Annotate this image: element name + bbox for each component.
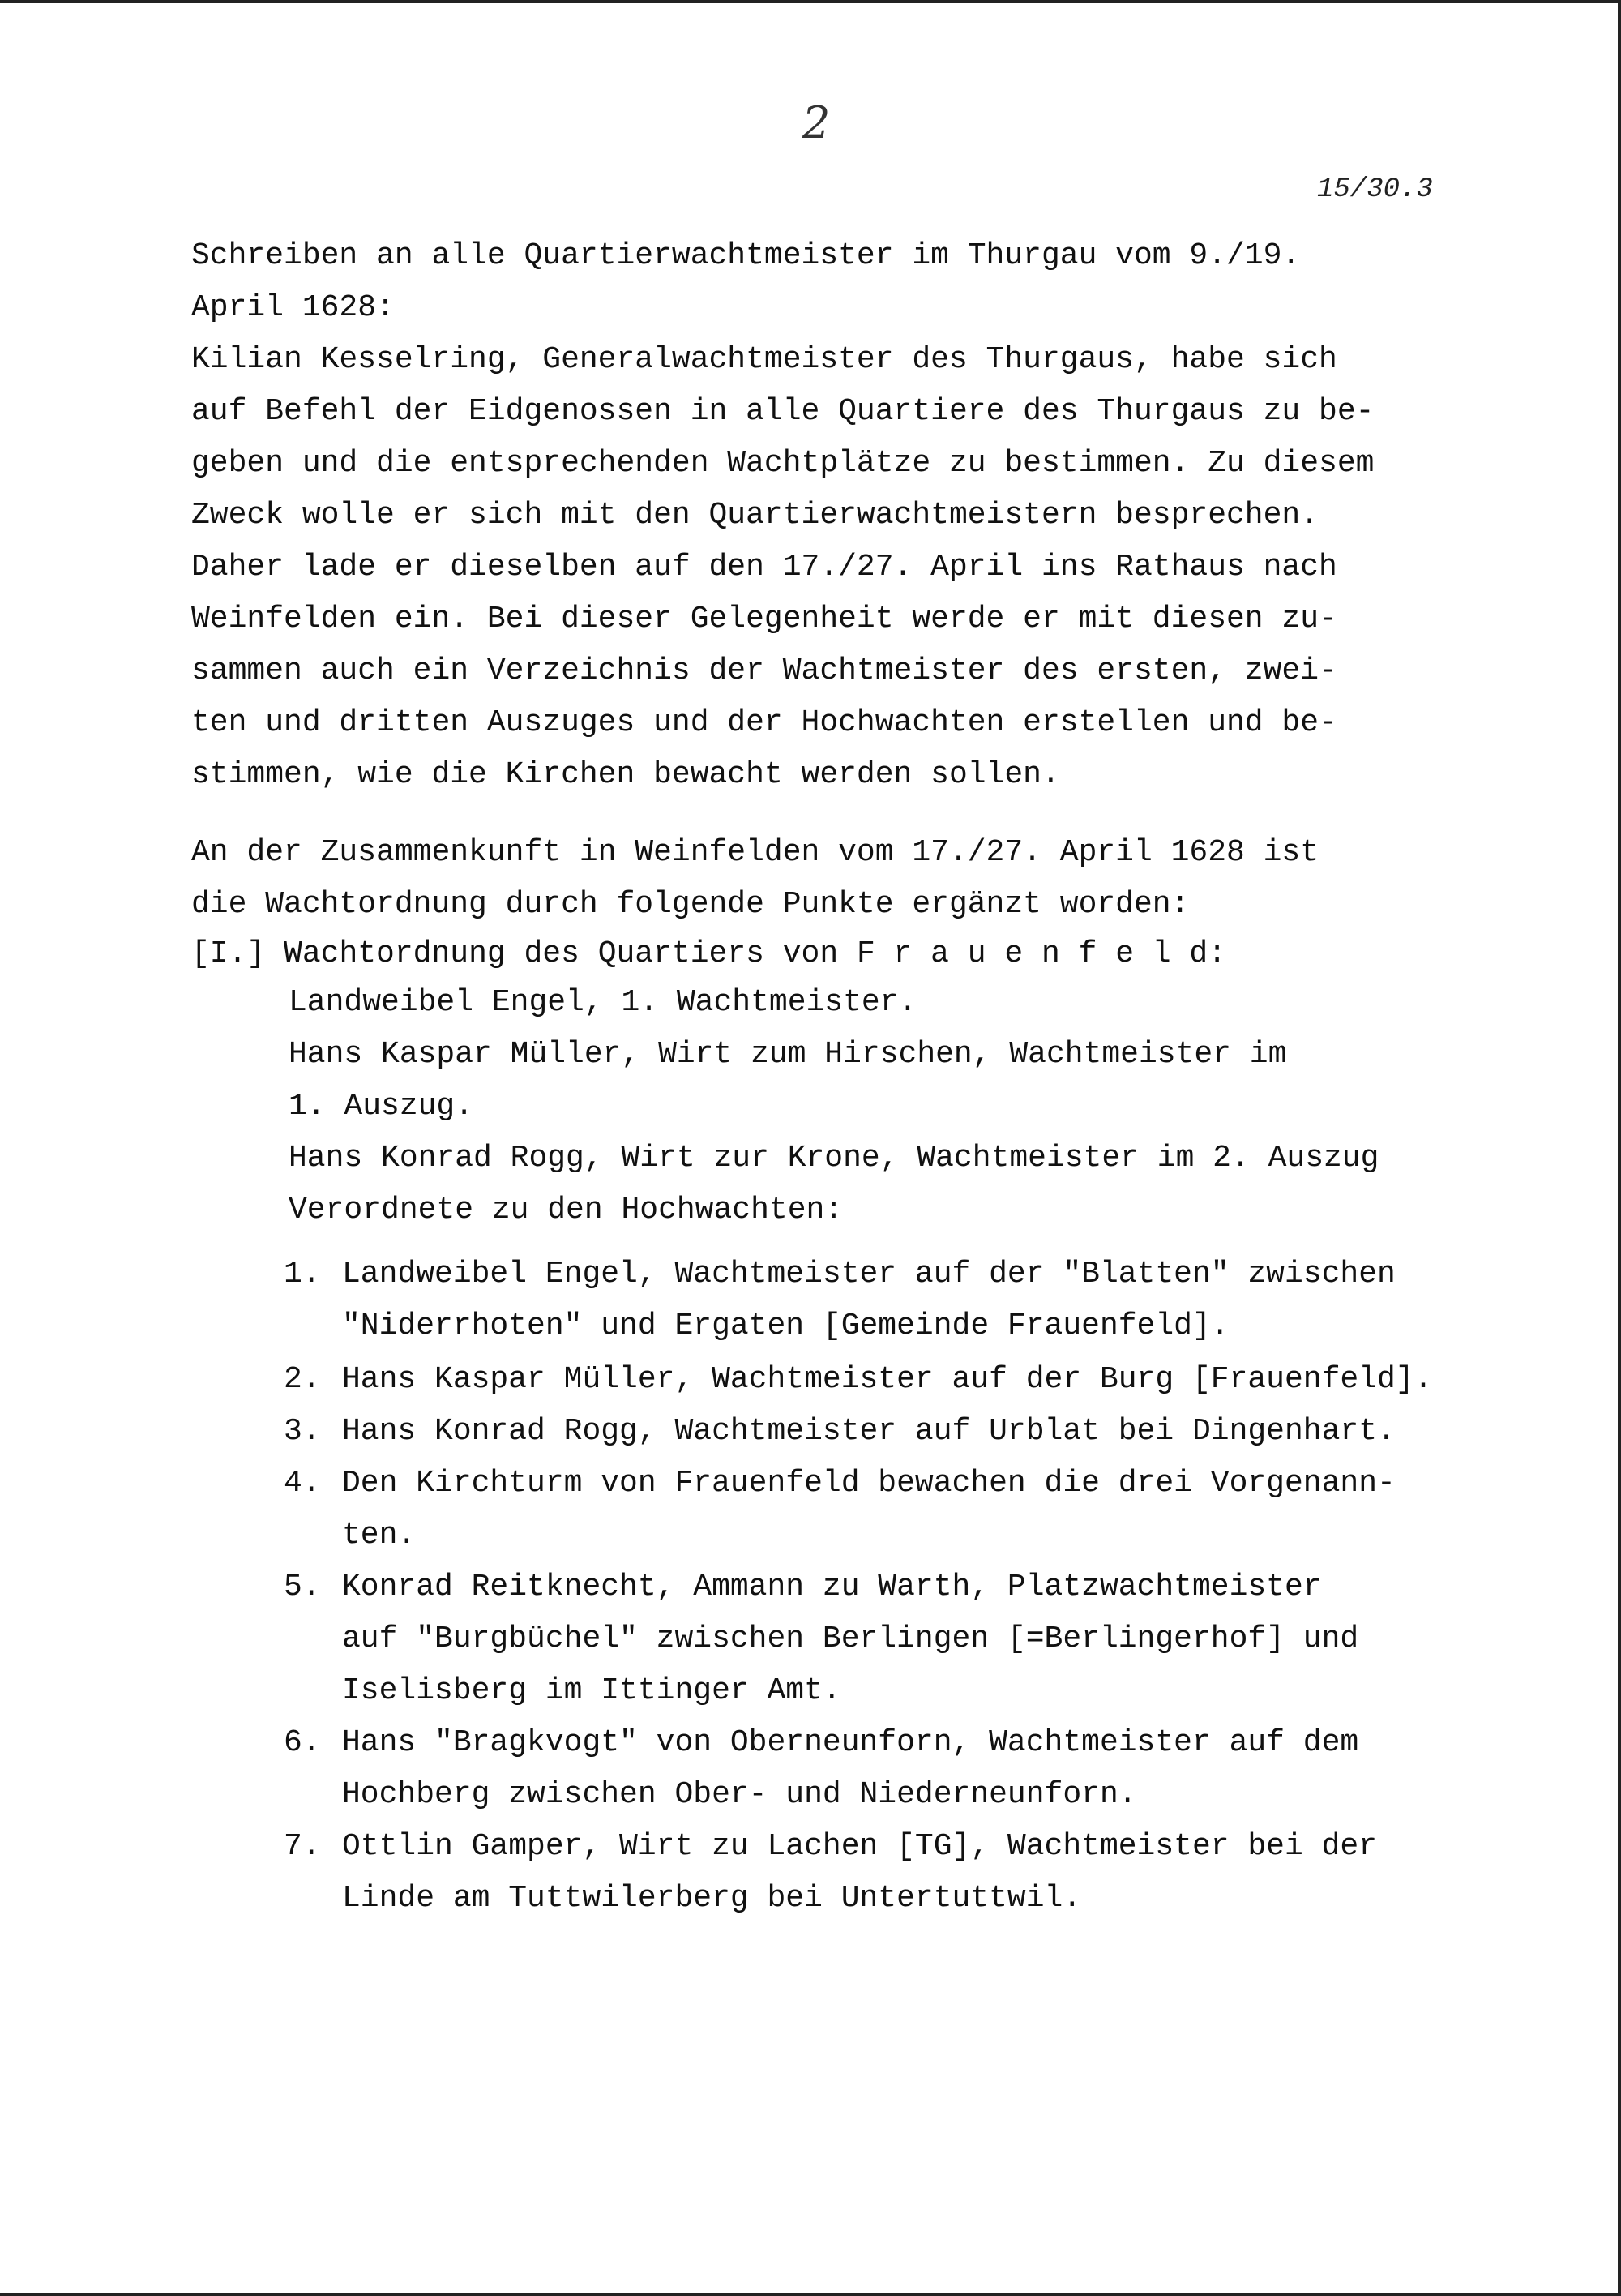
list-item-number: 3. xyxy=(284,1414,321,1449)
list-item-text: Den Kirchturm von Frauenfeld bewachen die drei Vorgenann- ten. xyxy=(342,1466,1396,1553)
reference-number: 15/30.3 xyxy=(1317,174,1433,205)
list-item xyxy=(284,1561,1499,1717)
list-item-number: 2. xyxy=(284,1362,321,1397)
list-item-number: 7. xyxy=(284,1829,321,1864)
list-item-number: 6. xyxy=(284,1725,321,1760)
list-item xyxy=(284,1249,1499,1352)
section-heading-line xyxy=(191,928,1226,980)
list-item-text: Hans Konrad Rogg, Wachtmeister auf Urblat bei Dingenhart. xyxy=(342,1414,1396,1449)
section-marker: [I.] xyxy=(191,936,266,971)
list-item-text: Landweibel Engel, Wachtmeister auf der "Blatten" zwischen "Niderrhoten" und Ergaten [Gemeinde Frauenfeld]. xyxy=(342,1257,1396,1343)
intro-paragraph: Schreiben an alle Quartierwachtmeister im Thurgau vom 9./19. April 1628: Kilian Kesselring, Generalwachtmeister des Thurgaus, habe sich auf Befehl der Eidgenossen in alle Quartiere des Thurgaus zu be- geben und die entsprechenden Wachtplätze zu bestimmen. Zu diesem Zweck wolle er sich mit den Quartierwachtmeistern besprechen. Daher lade er dieselben auf den 17./27. April ins Rathaus nach Weinfelden ein. Bei dieser Gelegenheit werde er mit diesen zu- sammen auch ein Verzeichnis der Wachtmeister des ersten, zwei- ten und dritten Auszuges und der Hochwachten erstellen und be- stimmen, wie die Kirchen bewacht werden sollen. xyxy=(191,238,1375,792)
list-item-number: 1. xyxy=(284,1257,321,1292)
list-item xyxy=(284,1406,1499,1458)
page-number: 2 xyxy=(802,97,834,148)
section-heading: Wachtordnung des Quartiers von F r a u e n f e l d: xyxy=(284,936,1227,971)
list-item-text: Ottlin Gamper, Wirt zu Lachen [TG], Wachtmeister bei der Linde am Tuttwilerberg bei Untertuttwil. xyxy=(342,1829,1378,1916)
list-item xyxy=(284,1458,1499,1561)
list-item-text: Hans "Bragkvogt" von Oberneunforn, Wachtmeister auf dem Hochberg zwischen Ober- und Niederneunforn. xyxy=(342,1725,1359,1812)
list-item xyxy=(284,1821,1499,1925)
section-body: Landweibel Engel, 1. Wachtmeister. Hans Kaspar Müller, Wirt zum Hirschen, Wachtmeister im 1. Auszug. Hans Konrad Rogg, Wirt zur Krone, Wachtmeister im 2. Auszug Verordnete zu den Hochwachten: xyxy=(289,985,1379,1227)
list-item-number: 5. xyxy=(284,1570,321,1604)
list-item-text: Hans Kaspar Müller, Wachtmeister auf der Burg [Frauenfeld]. xyxy=(342,1362,1433,1397)
list-item-number: 4. xyxy=(284,1466,321,1501)
list-item xyxy=(284,1354,1499,1406)
hochwachten-list xyxy=(284,1249,1499,1925)
meeting-paragraph: An der Zusammenkunft in Weinfelden vom 17./27. April 1628 ist die Wachtordnung durch folgende Punkte ergänzt worden: xyxy=(191,835,1319,922)
list-item-text: Konrad Reitknecht, Ammann zu Warth, Platzwachtmeister auf "Burgbüchel" zwischen Berlingen [=Berlingerhof] und Iselisberg im Ittinger Amt. xyxy=(342,1570,1359,1708)
list-item xyxy=(284,1717,1499,1821)
